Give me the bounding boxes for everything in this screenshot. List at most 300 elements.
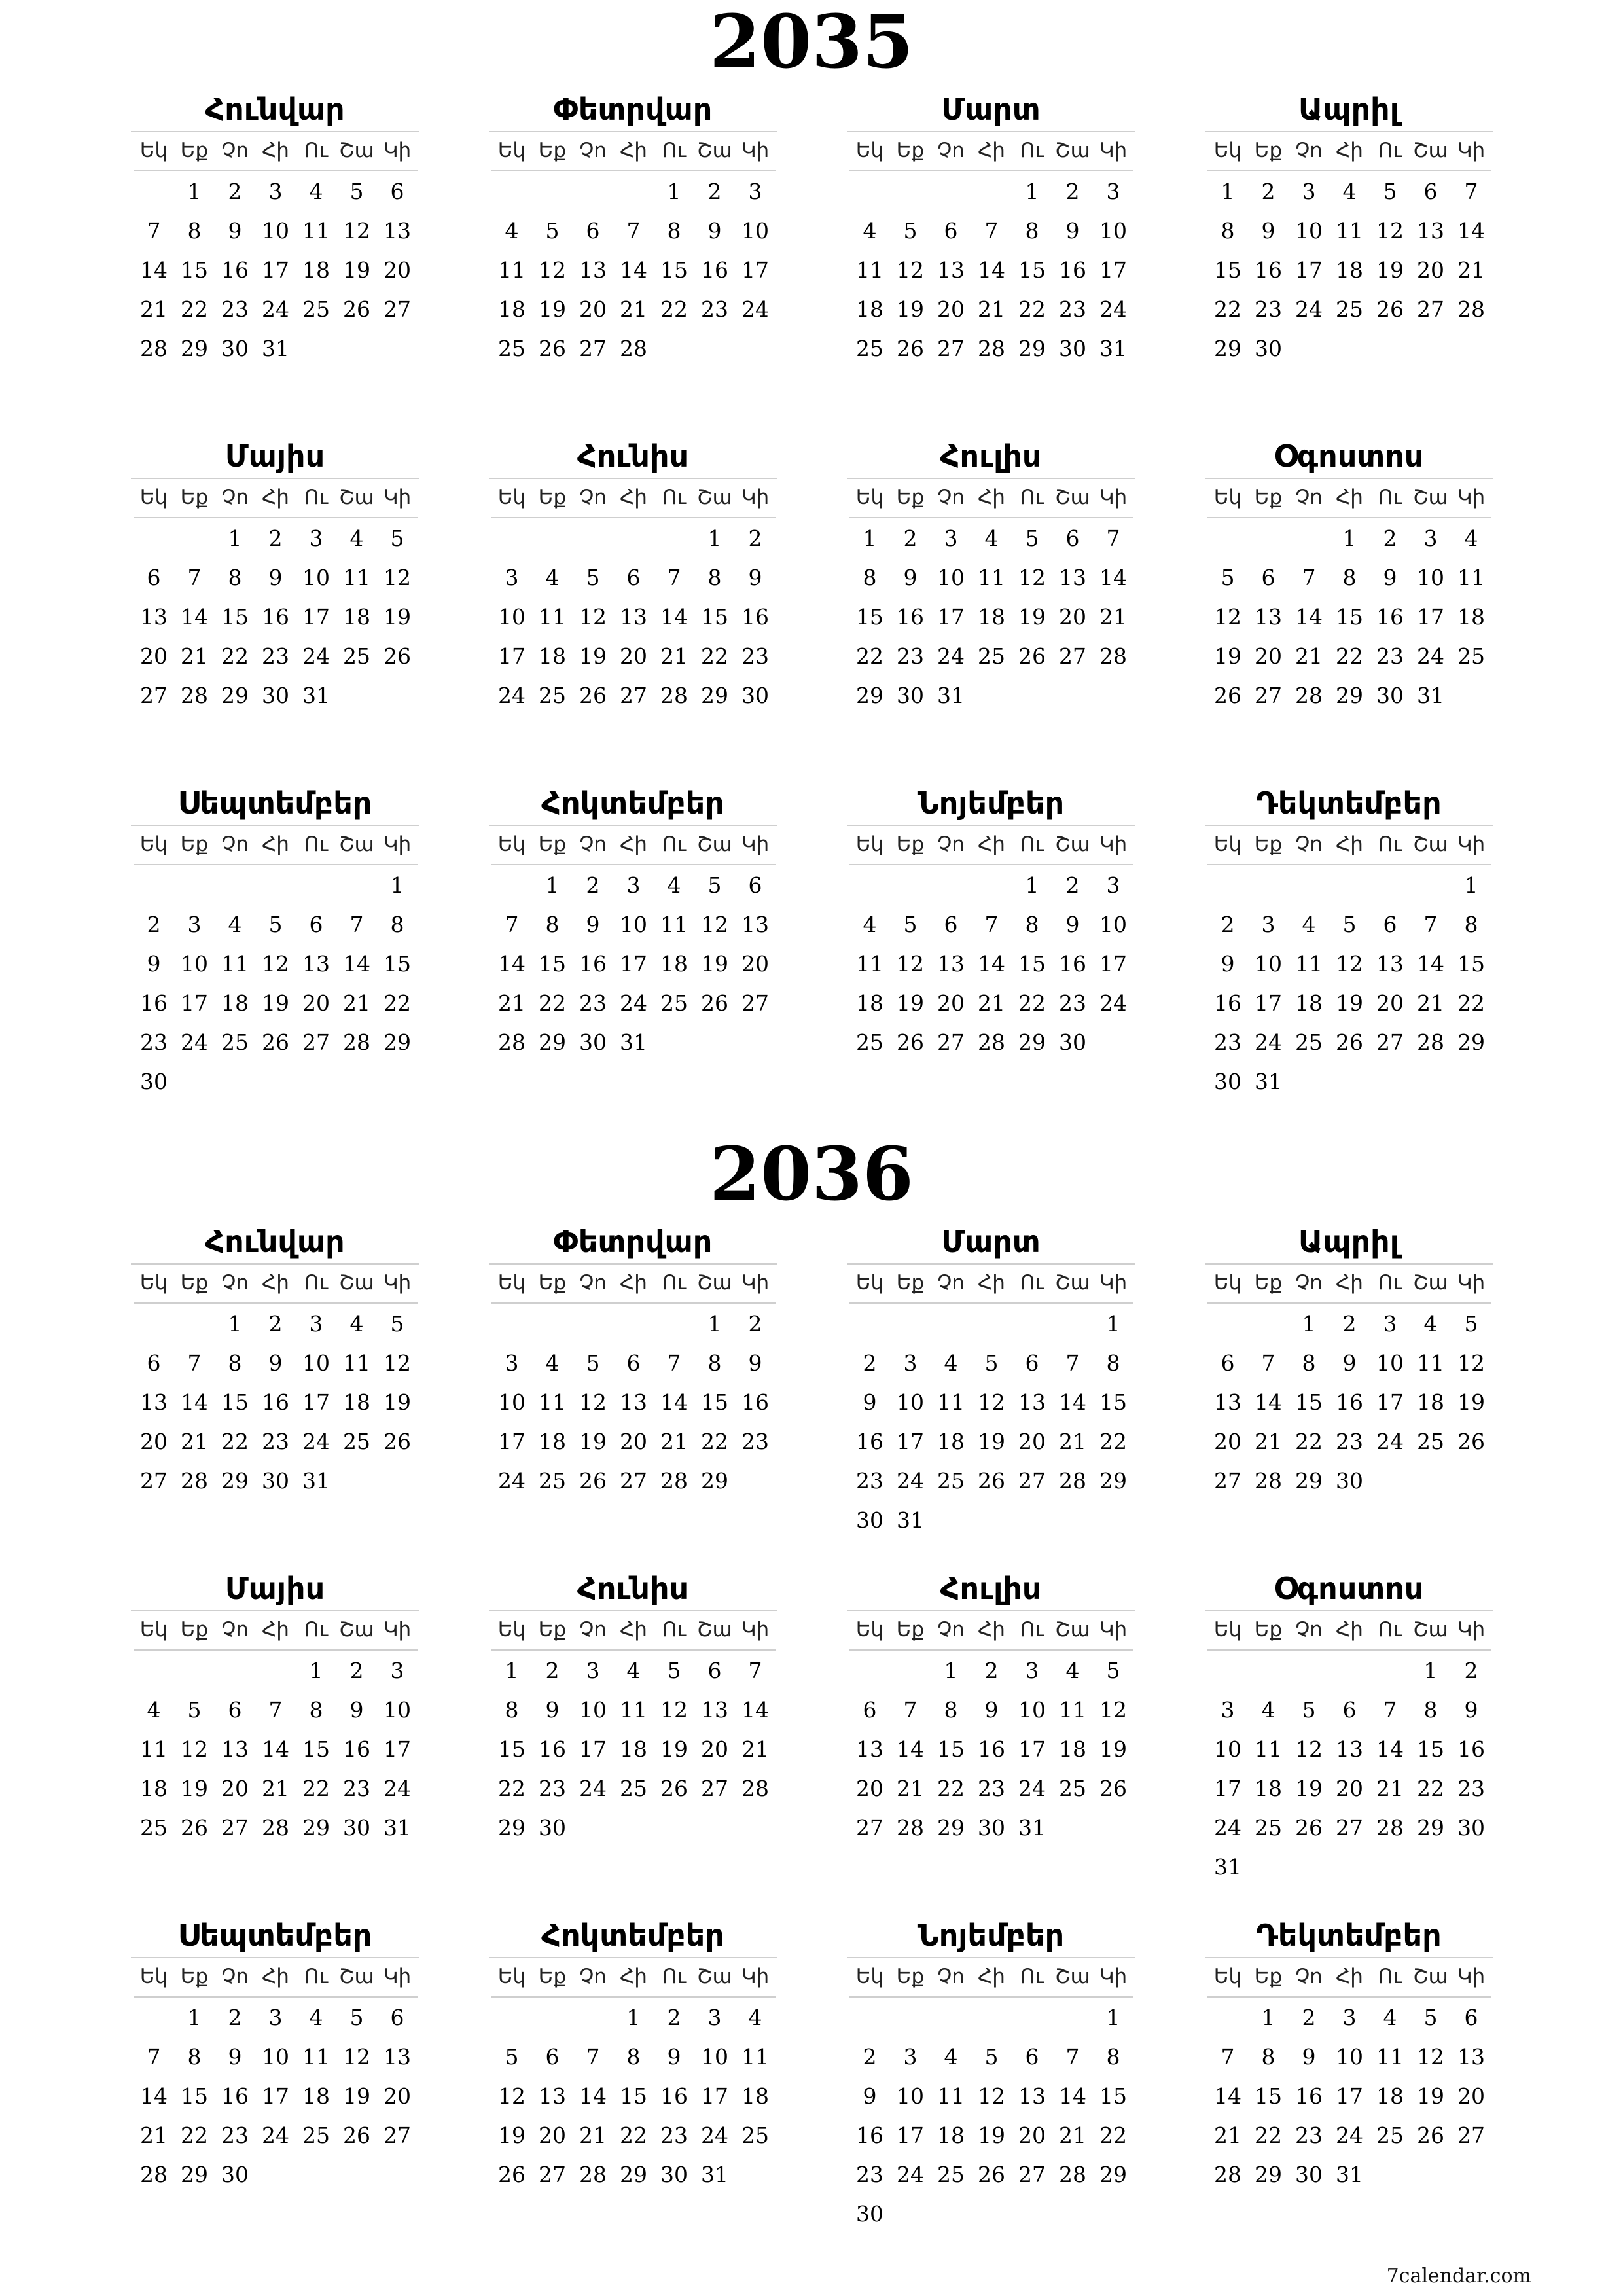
day-cell: 14 xyxy=(1255,1390,1282,1415)
weekday-header: Կի xyxy=(377,479,418,518)
day-cell: 22 xyxy=(1255,2123,1282,2148)
day-cell: 8 xyxy=(505,1697,519,1723)
day-cell: 16 xyxy=(1059,257,1086,283)
weekday-header: Կի xyxy=(1451,132,1491,171)
weekday-header: Կի xyxy=(1093,1958,1133,1998)
day-cell: 2 xyxy=(1383,526,1397,551)
day-cell: 6 xyxy=(228,1697,242,1723)
month-9-2035 xyxy=(131,779,419,1101)
day-cell: 26 xyxy=(343,2123,370,2148)
day-cell: 27 xyxy=(539,2162,566,2187)
day-cell: 25 xyxy=(539,1468,566,1494)
month-4-2036 xyxy=(1205,1217,1493,1500)
day-cell: 22 xyxy=(1214,296,1241,322)
day-cell: 29 xyxy=(856,683,883,708)
day-cell: 8 xyxy=(228,1350,242,1376)
day-cell: 13 xyxy=(579,257,607,283)
day-cell: 29 xyxy=(620,2162,647,2187)
day-cell: 6 xyxy=(1065,526,1080,551)
day-cell: 29 xyxy=(1099,2162,1127,2187)
day-cell: 28 xyxy=(978,336,1005,361)
weekday-header: Եք xyxy=(532,132,573,171)
day-cell: 23 xyxy=(221,2123,249,2148)
month-name: Հունիս xyxy=(489,432,777,479)
day-cell: 15 xyxy=(1099,1390,1127,1415)
weekday-header: Կի xyxy=(1451,1611,1491,1651)
day-cell: 26 xyxy=(978,2162,1005,2187)
day-cell: 19 xyxy=(343,257,370,283)
day-cell: 1 xyxy=(309,1658,323,1683)
weekday-header: Հի xyxy=(971,479,1012,518)
month-8-2035 xyxy=(1205,432,1493,715)
day-cell: 3 xyxy=(390,1658,404,1683)
day-cell: 4 xyxy=(147,1697,161,1723)
day-cell: 21 xyxy=(1059,1429,1086,1454)
day-cell: 12 xyxy=(262,951,289,977)
empty-cell xyxy=(931,1304,971,1343)
day-cell: 23 xyxy=(221,296,249,322)
day-cell: 8 xyxy=(1342,565,1357,590)
day-cell: 28 xyxy=(978,1030,1005,1055)
day-cell: 31 xyxy=(1255,1069,1282,1094)
day-cell: 7 xyxy=(1302,565,1316,590)
day-cell: 17 xyxy=(1417,604,1444,630)
day-cell: 14 xyxy=(1417,951,1444,977)
weekday-header: Չո xyxy=(931,132,971,171)
month-name: Հունվար xyxy=(131,85,419,132)
weekday-header: Եք xyxy=(1248,479,1289,518)
day-cell: 28 xyxy=(1099,643,1127,669)
day-cell: 16 xyxy=(579,951,607,977)
day-cell: 3 xyxy=(626,872,641,898)
day-cell: 7 xyxy=(187,565,202,590)
day-cell: 4 xyxy=(349,1311,364,1336)
day-cell: 21 xyxy=(1214,2123,1241,2148)
day-cell: 5 xyxy=(1423,2005,1438,2030)
day-cell: 14 xyxy=(741,1697,769,1723)
day-cell: 20 xyxy=(1417,257,1444,283)
weekday-header: Ու xyxy=(1370,479,1410,518)
month-4-2035 xyxy=(1205,85,1493,368)
weekday-header: Եք xyxy=(1248,1958,1289,1998)
day-cell: 21 xyxy=(741,1736,769,1762)
weekday-header: Շա xyxy=(694,479,735,518)
weekday-header: Եկ xyxy=(849,1265,890,1304)
day-grid xyxy=(134,479,419,715)
day-cell: 1 xyxy=(545,872,560,898)
day-cell: 17 xyxy=(262,2083,289,2109)
day-cell: 10 xyxy=(897,2083,924,2109)
day-cell: 8 xyxy=(1302,1350,1316,1376)
day-cell: 26 xyxy=(383,1429,411,1454)
day-cell: 15 xyxy=(221,1390,249,1415)
month-1-2035 xyxy=(131,85,419,368)
month-12-2036 xyxy=(1205,1911,1493,2194)
empty-cell xyxy=(1370,865,1410,905)
day-cell: 1 xyxy=(1025,179,1039,204)
day-cell: 8 xyxy=(187,218,202,243)
month-2-2035 xyxy=(489,85,777,368)
day-cell: 1 xyxy=(1261,2005,1275,2030)
day-cell: 18 xyxy=(498,296,526,322)
weekday-header: Եկ xyxy=(134,826,174,865)
day-cell: 18 xyxy=(1295,990,1323,1016)
day-cell: 21 xyxy=(1059,2123,1086,2148)
weekday-header: Կի xyxy=(1093,1265,1133,1304)
day-cell: 21 xyxy=(140,296,168,322)
day-cell: 25 xyxy=(1255,1815,1282,1840)
day-cell: 11 xyxy=(140,1736,168,1762)
empty-cell xyxy=(174,1651,215,1690)
day-cell: 11 xyxy=(856,951,883,977)
day-cell: 18 xyxy=(1336,257,1363,283)
day-cell: 25 xyxy=(856,336,883,361)
empty-cell xyxy=(134,1998,174,2037)
day-cell: 16 xyxy=(1255,257,1282,283)
day-cell: 2 xyxy=(268,1311,283,1336)
weekday-header: Կի xyxy=(735,479,776,518)
day-cell: 14 xyxy=(978,257,1005,283)
empty-cell xyxy=(931,171,971,211)
day-cell: 23 xyxy=(897,643,924,669)
day-cell: 12 xyxy=(1457,1350,1485,1376)
day-cell: 21 xyxy=(1099,604,1127,630)
weekday-header: Շա xyxy=(694,1958,735,1998)
day-cell: 18 xyxy=(1059,1736,1086,1762)
day-cell: 1 xyxy=(1342,526,1357,551)
weekday-header: Չո xyxy=(215,479,255,518)
day-cell: 1 xyxy=(390,872,404,898)
day-cell: 3 xyxy=(707,2005,722,2030)
day-cell: 22 xyxy=(1336,643,1363,669)
day-cell: 20 xyxy=(741,951,769,977)
day-cell: 9 xyxy=(863,1390,877,1415)
weekday-header: Եք xyxy=(174,132,215,171)
day-cell: 20 xyxy=(1214,1429,1241,1454)
day-cell: 2 xyxy=(586,872,600,898)
day-cell: 30 xyxy=(1059,336,1086,361)
day-cell: 13 xyxy=(1417,218,1444,243)
weekday-header: Եկ xyxy=(134,479,174,518)
month-name: Սեպտեմբեր xyxy=(131,1911,419,1958)
day-cell: 12 xyxy=(978,2083,1005,2109)
weekday-header: Հի xyxy=(971,1265,1012,1304)
day-cell: 13 xyxy=(1214,1390,1241,1415)
month-name: Օգոստոս xyxy=(1205,432,1493,479)
day-cell: 28 xyxy=(181,683,208,708)
weekday-header: Եկ xyxy=(134,132,174,171)
weekday-header: Եք xyxy=(532,1611,573,1651)
day-cell: 13 xyxy=(140,1390,168,1415)
day-cell: 30 xyxy=(1255,336,1282,361)
day-cell: 5 xyxy=(903,218,918,243)
empty-cell xyxy=(134,171,174,211)
day-grid xyxy=(134,132,419,368)
day-cell: 6 xyxy=(944,912,958,937)
day-cell: 12 xyxy=(1336,951,1363,977)
day-cell: 18 xyxy=(343,1390,370,1415)
day-cell: 27 xyxy=(1059,643,1086,669)
empty-cell xyxy=(174,865,215,905)
day-cell: 9 xyxy=(863,2083,877,2109)
day-cell: 13 xyxy=(383,218,411,243)
day-cell: 29 xyxy=(181,336,208,361)
weekday-header: Կի xyxy=(735,1958,776,1998)
day-cell: 10 xyxy=(1214,1736,1241,1762)
day-cell: 2 xyxy=(707,179,722,204)
day-cell: 10 xyxy=(1018,1697,1046,1723)
day-cell: 24 xyxy=(1214,1815,1241,1840)
day-cell: 22 xyxy=(181,296,208,322)
weekday-header: Եկ xyxy=(491,132,532,171)
day-cell: 27 xyxy=(302,1030,330,1055)
day-cell: 7 xyxy=(147,2044,161,2070)
day-cell: 21 xyxy=(660,643,688,669)
day-cell: 25 xyxy=(856,1030,883,1055)
day-cell: 11 xyxy=(1255,1736,1282,1762)
day-cell: 12 xyxy=(1295,1736,1323,1762)
weekday-header: Հի xyxy=(613,479,654,518)
day-cell: 19 xyxy=(978,2123,1005,2148)
day-cell: 7 xyxy=(903,1697,918,1723)
day-cell: 16 xyxy=(1336,1390,1363,1415)
day-cell: 15 xyxy=(498,1736,526,1762)
weekday-header: Չո xyxy=(215,1611,255,1651)
day-cell: 11 xyxy=(302,218,330,243)
weekday-header: Չո xyxy=(573,826,613,865)
empty-cell xyxy=(174,1304,215,1343)
day-cell: 29 xyxy=(302,1815,330,1840)
day-cell: 6 xyxy=(1025,2044,1039,2070)
weekday-header: Չո xyxy=(931,479,971,518)
empty-cell xyxy=(1207,865,1248,905)
empty-cell xyxy=(971,1998,1012,2037)
weekday-header: Հի xyxy=(1329,826,1370,865)
month-name: Մայիս xyxy=(131,432,419,479)
day-cell: 9 xyxy=(1383,565,1397,590)
day-cell: 9 xyxy=(903,565,918,590)
weekday-header: Եկ xyxy=(491,826,532,865)
day-cell: 12 xyxy=(343,218,370,243)
day-cell: 2 xyxy=(984,1658,999,1683)
day-cell: 18 xyxy=(741,2083,769,2109)
day-cell: 19 xyxy=(579,643,607,669)
day-cell: 21 xyxy=(343,990,370,1016)
day-cell: 2 xyxy=(1302,2005,1316,2030)
day-cell: 21 xyxy=(660,1429,688,1454)
month-12-2035 xyxy=(1205,779,1493,1101)
day-cell: 8 xyxy=(1261,2044,1275,2070)
day-cell: 1 xyxy=(667,179,681,204)
weekday-header: Ու xyxy=(296,826,336,865)
weekday-header: Եք xyxy=(1248,1265,1289,1304)
day-cell: 9 xyxy=(349,1697,364,1723)
day-cell: 5 xyxy=(1302,1697,1316,1723)
day-cell: 7 xyxy=(586,2044,600,2070)
day-cell: 4 xyxy=(667,872,681,898)
day-cell: 17 xyxy=(741,257,769,283)
day-cell: 20 xyxy=(140,1429,168,1454)
day-cell: 15 xyxy=(221,604,249,630)
weekday-header: Եք xyxy=(174,826,215,865)
day-cell: 23 xyxy=(856,1468,883,1494)
empty-cell xyxy=(1207,518,1248,558)
day-cell: 8 xyxy=(1025,912,1039,937)
day-cell: 13 xyxy=(1457,2044,1485,2070)
day-cell: 9 xyxy=(1065,218,1080,243)
day-cell: 27 xyxy=(937,1030,965,1055)
day-cell: 12 xyxy=(383,565,411,590)
day-cell: 14 xyxy=(1376,1736,1404,1762)
day-cell: 23 xyxy=(660,2123,688,2148)
day-cell: 18 xyxy=(1255,1776,1282,1801)
day-cell: 22 xyxy=(937,1776,965,1801)
day-cell: 27 xyxy=(620,1468,647,1494)
weekday-header: Եք xyxy=(532,479,573,518)
empty-cell xyxy=(491,1304,532,1343)
day-cell: 16 xyxy=(701,257,728,283)
day-cell: 2 xyxy=(1221,912,1235,937)
day-cell: 2 xyxy=(268,526,283,551)
weekday-header: Եք xyxy=(532,1265,573,1304)
day-cell: 9 xyxy=(707,218,722,243)
weekday-header: Չո xyxy=(931,1958,971,1998)
weekday-header: Կի xyxy=(1093,1611,1133,1651)
day-cell: 17 xyxy=(383,1736,411,1762)
day-cell: 27 xyxy=(1018,2162,1046,2187)
weekday-header: Եկ xyxy=(1207,479,1248,518)
day-cell: 13 xyxy=(1059,565,1086,590)
day-cell: 19 xyxy=(579,1429,607,1454)
empty-cell xyxy=(532,1304,573,1343)
day-cell: 5 xyxy=(349,2005,364,2030)
day-cell: 10 xyxy=(302,1350,330,1376)
day-cell: 4 xyxy=(349,526,364,551)
weekday-header: Եք xyxy=(890,1265,931,1304)
weekday-header: Կի xyxy=(735,1611,776,1651)
day-cell: 20 xyxy=(1336,1776,1363,1801)
weekday-header: Չո xyxy=(931,1611,971,1651)
weekday-header: Կի xyxy=(377,132,418,171)
day-cell: 29 xyxy=(221,683,249,708)
day-cell: 30 xyxy=(897,683,924,708)
day-cell: 6 xyxy=(626,565,641,590)
day-grid xyxy=(849,1611,1135,1847)
weekday-header: Եք xyxy=(174,1611,215,1651)
day-cell: 14 xyxy=(620,257,647,283)
day-grid xyxy=(491,132,777,368)
day-cell: 21 xyxy=(978,990,1005,1016)
day-cell: 19 xyxy=(897,990,924,1016)
day-cell: 3 xyxy=(586,1658,600,1683)
weekday-header: Ու xyxy=(1370,1265,1410,1304)
day-cell: 15 xyxy=(1099,2083,1127,2109)
day-cell: 15 xyxy=(1255,2083,1282,2109)
day-cell: 6 xyxy=(1342,1697,1357,1723)
weekday-header: Հի xyxy=(613,1611,654,1651)
day-cell: 25 xyxy=(221,1030,249,1055)
day-cell: 22 xyxy=(1417,1776,1444,1801)
day-cell: 10 xyxy=(579,1697,607,1723)
day-cell: 14 xyxy=(579,2083,607,2109)
day-cell: 8 xyxy=(390,912,404,937)
day-cell: 10 xyxy=(937,565,965,590)
weekday-header: Շա xyxy=(1052,1611,1093,1651)
day-cell: 29 xyxy=(221,1468,249,1494)
day-cell: 14 xyxy=(660,1390,688,1415)
day-cell: 19 xyxy=(1336,990,1363,1016)
day-cell: 16 xyxy=(856,2123,883,2148)
day-cell: 17 xyxy=(1255,990,1282,1016)
day-cell: 21 xyxy=(181,1429,208,1454)
month-name: Օգոստոս xyxy=(1205,1564,1493,1611)
day-cell: 9 xyxy=(1464,1697,1478,1723)
weekday-header: Շա xyxy=(1410,1958,1451,1998)
day-cell: 11 xyxy=(539,604,566,630)
day-cell: 21 xyxy=(978,296,1005,322)
day-cell: 28 xyxy=(1255,1468,1282,1494)
day-cell: 12 xyxy=(383,1350,411,1376)
day-cell: 27 xyxy=(741,990,769,1016)
weekday-header: Հի xyxy=(255,826,296,865)
day-cell: 19 xyxy=(383,1390,411,1415)
day-cell: 23 xyxy=(262,1429,289,1454)
day-cell: 15 xyxy=(1018,257,1046,283)
day-cell: 25 xyxy=(1295,1030,1323,1055)
day-cell: 2 xyxy=(748,526,762,551)
day-cell: 7 xyxy=(1065,2044,1080,2070)
day-cell: 4 xyxy=(1423,1311,1438,1336)
weekday-header: Եկ xyxy=(491,1265,532,1304)
empty-cell xyxy=(491,171,532,211)
day-cell: 25 xyxy=(140,1815,168,1840)
empty-cell xyxy=(336,865,377,905)
day-cell: 4 xyxy=(545,565,560,590)
day-cell: 13 xyxy=(741,912,769,937)
empty-cell xyxy=(1012,1304,1052,1343)
day-cell: 3 xyxy=(903,1350,918,1376)
day-cell: 17 xyxy=(302,1390,330,1415)
day-cell: 20 xyxy=(937,296,965,322)
day-cell: 21 xyxy=(1295,643,1323,669)
weekday-header: Չո xyxy=(1289,1265,1329,1304)
weekday-header: Ու xyxy=(296,132,336,171)
day-cell: 10 xyxy=(1295,218,1323,243)
day-cell: 16 xyxy=(978,1736,1005,1762)
weekday-header: Չո xyxy=(215,1265,255,1304)
day-cell: 3 xyxy=(309,1311,323,1336)
day-cell: 19 xyxy=(383,604,411,630)
day-cell: 23 xyxy=(1255,296,1282,322)
weekday-header: Եկ xyxy=(849,1611,890,1651)
day-cell: 4 xyxy=(1302,912,1316,937)
year-title: 2036 xyxy=(709,1132,914,1217)
weekday-header: Եկ xyxy=(1207,1958,1248,1998)
empty-cell xyxy=(491,865,532,905)
day-cell: 6 xyxy=(545,2044,560,2070)
weekday-header: Շա xyxy=(336,1265,377,1304)
day-cell: 10 xyxy=(181,951,208,977)
day-cell: 3 xyxy=(268,2005,283,2030)
day-cell: 14 xyxy=(978,951,1005,977)
month-name: Մարտ xyxy=(847,85,1135,132)
day-cell: 2 xyxy=(667,2005,681,2030)
day-cell: 31 xyxy=(1018,1815,1046,1840)
month-name: Հունվար xyxy=(131,1217,419,1265)
empty-cell xyxy=(573,171,613,211)
weekday-header: Եք xyxy=(1248,1611,1289,1651)
month-name: Դեկտեմբեր xyxy=(1205,779,1493,826)
